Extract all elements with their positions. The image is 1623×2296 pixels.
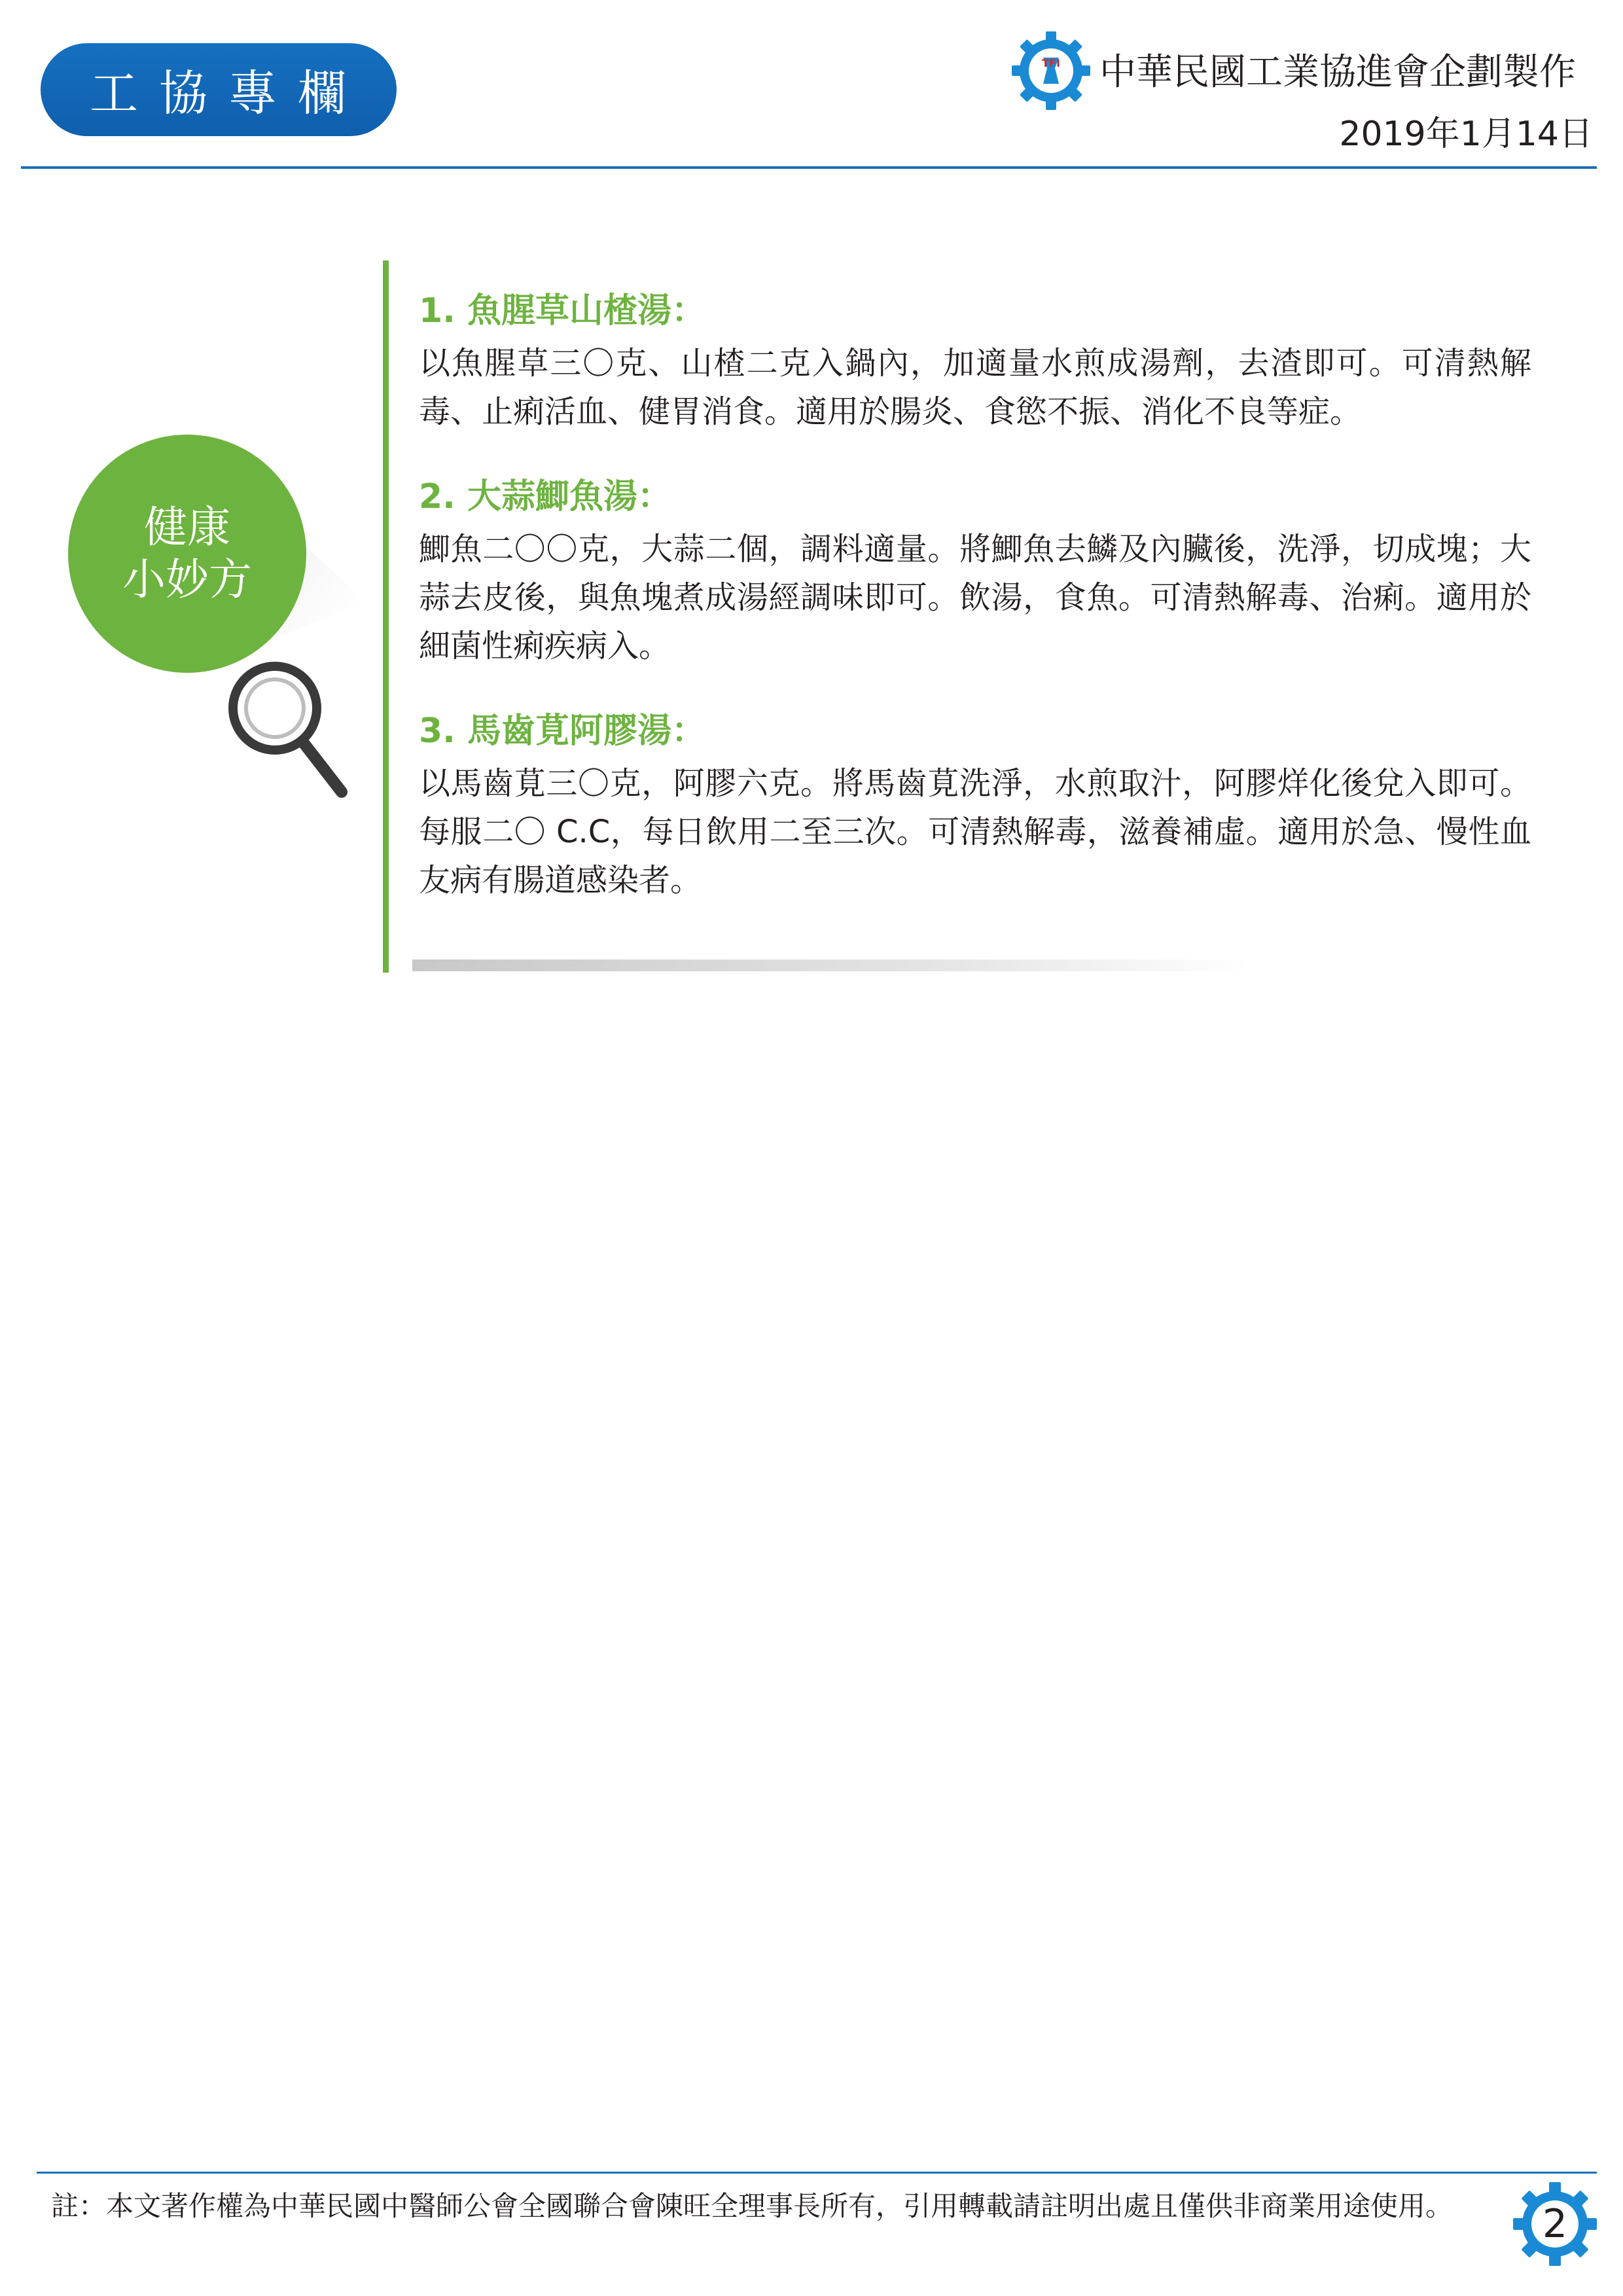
recipe-title: 2. 大蒜鯽魚湯：: [419, 477, 672, 516]
health-tips-badge: [68, 435, 306, 673]
section-end-bar: [412, 960, 1250, 971]
column-badge: 工協專欄: [41, 43, 397, 136]
badge-line-2: 小妙方: [122, 554, 252, 605]
recipe-item: [419, 708, 1531, 905]
footer-divider: [37, 2172, 1597, 2174]
recipe-list: [419, 288, 1531, 942]
header-divider: [21, 166, 1597, 169]
recipe-item: [419, 288, 1531, 436]
page-number: 2: [1542, 2201, 1568, 2247]
badge-line-1: 健康: [144, 502, 230, 552]
recipe-body: 以魚腥草三〇克、山楂二克入鍋內，加適量水煎成湯劑，去渣即可。可清熱解毒、止痢活血、健胃消食。適用於腸炎、食慾不振、消化不良等症。: [419, 345, 1531, 430]
recipe-title: 3. 馬齒莧阿膠湯：: [419, 711, 706, 751]
logo-label: TFI: [1042, 57, 1060, 69]
magnifier-icon: [223, 655, 353, 798]
recipe-body: 以馬齒莧三〇克，阿膠六克。將馬齒莧洗淨，水煎取汁，阿膠烊化後兌入即可。每服二〇 C.C，每日飲用二至三次。可清熱解毒，滋養補虛。適用於急、慢性血友病有腸道感染者。: [419, 765, 1531, 899]
recipe-title: 1. 魚腥草山楂湯：: [419, 291, 706, 331]
recipe-body: 鯽魚二〇〇克，大蒜二個，調料適量。將鯽魚去鱗及內臟後，洗淨，切成塊；大蒜去皮後，與魚塊煮成湯經調味即可。飲湯，食魚。可清熱解毒、治痢。適用於細菌性痢疾病入。: [419, 531, 1531, 664]
gear-logo-icon: [1009, 29, 1093, 113]
org-name: 中華民國工業協進會企劃製作: [1099, 51, 1576, 94]
issue-date: 2019年1月14日: [1339, 115, 1593, 154]
copyright-note: 註：本文著作權為中華民國中醫師公會全國聯合會陳旺全理事長所有，引用轉載請註明出處且僅供非商業用途使用。: [51, 2190, 1454, 2222]
recipe-item: [419, 474, 1531, 670]
content-accent-rule: [383, 260, 389, 973]
